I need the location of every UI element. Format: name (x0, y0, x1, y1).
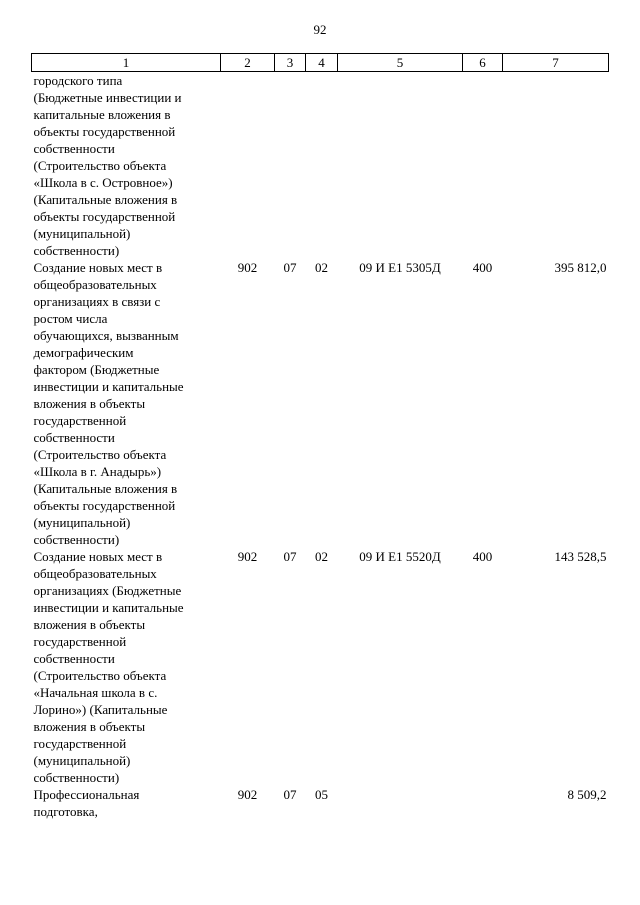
table-row (32, 548, 609, 786)
row-ministry: 902 (237, 787, 258, 802)
row-section: 07 (283, 787, 297, 802)
row-amount: 143 528,5 (554, 549, 607, 564)
row-expense-type: 400 (472, 260, 493, 275)
row-name: Создание новых мест в общеобразовательных организациях (Бюджетные инвестиции и капитальные вложения в объекты государственной собственности (Строительство объекта «Начальная школа в с. Лорино») (Капитальные вложения в объекты государственной (муниципальной) собственности) (33, 549, 184, 785)
column-header-3: 3 (275, 54, 306, 72)
row-name: городского типа (Бюджетные инвестиции и капитальные вложения в объекты государственной собственности (Строительство объекта «Школа в с. Островное») (Капитальные вложения в объекты государственной (муниципальной) собственности) (33, 73, 182, 258)
row-amount (503, 72, 609, 260)
column-header-7: 7 (503, 54, 609, 72)
column-header-6: 6 (463, 54, 503, 72)
row-subsection: 02 (315, 260, 328, 275)
page-number: 92 (313, 22, 327, 37)
row-subsection: 02 (315, 549, 328, 564)
row-section: 07 (283, 549, 297, 564)
row-target: 09 И Е1 5520Д (359, 549, 441, 564)
row-target (338, 786, 463, 820)
row-amount: 8 509,2 (567, 787, 607, 802)
row-name: Профессиональная подготовка, (33, 787, 140, 819)
column-header-1: 1 (32, 54, 221, 72)
table-header (32, 54, 609, 72)
row-ministry (221, 72, 275, 260)
row-subsection (306, 72, 338, 260)
budget-table (31, 53, 609, 820)
row-target (338, 72, 463, 260)
row-name: Создание новых мест в общеобразовательных организациях в связи с ростом числа обучающихся, вызванным демографическим фактором (Бюджетные инвестиции и капитальные вложения в объекты государственной собственности (Строительство объекта «Школа в г. Анадырь») (Капитальные вложения в объекты государственной (муниципальной) собственности) (33, 260, 184, 547)
table-row (32, 259, 609, 548)
table-row (32, 72, 609, 260)
row-ministry: 902 (237, 549, 258, 564)
column-header-4: 4 (306, 54, 338, 72)
row-expense-type (463, 786, 503, 820)
column-header-5: 5 (338, 54, 463, 72)
row-expense-type (463, 72, 503, 260)
row-subsection: 05 (315, 787, 328, 802)
row-expense-type: 400 (472, 549, 493, 564)
row-ministry: 902 (237, 260, 258, 275)
row-target: 09 И Е1 5305Д (359, 260, 441, 275)
column-header-2: 2 (221, 54, 275, 72)
row-amount: 395 812,0 (554, 260, 607, 275)
row-section (275, 72, 306, 260)
row-section: 07 (283, 260, 297, 275)
table-row (32, 786, 609, 820)
